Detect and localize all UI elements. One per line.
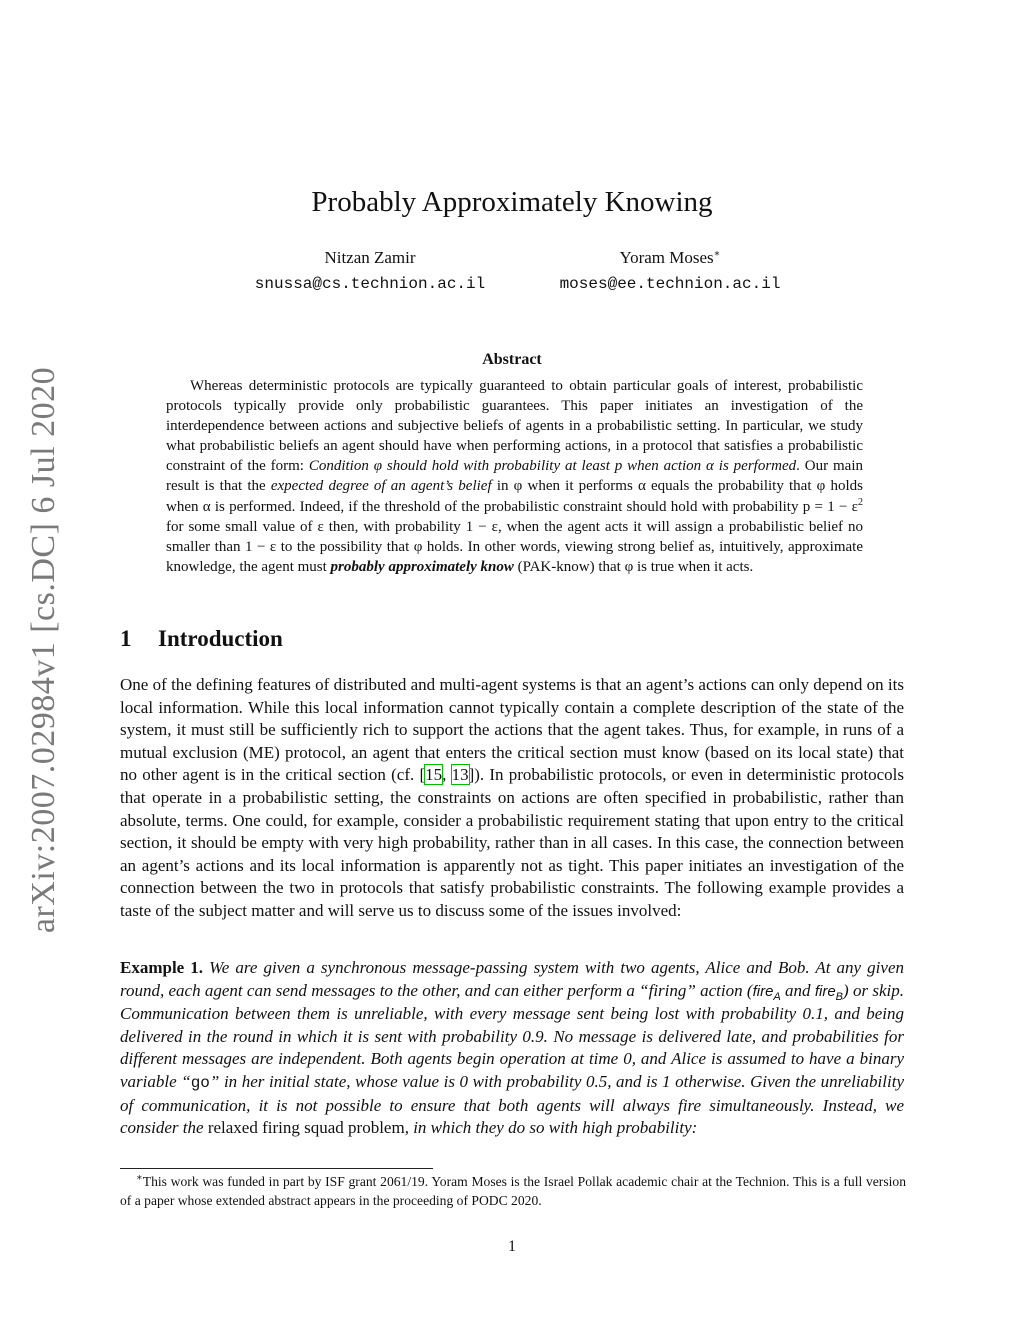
author-email[interactable]: snussa@cs.technion.ac.il: [254, 275, 486, 293]
example-1-paragraph: Example 1. We are given a synchronous message-passing system with two agents, Alice and Bob. At any given round, each agent can send messages to the other, and can either perform a “firing” action (fire$_A$ and fire$_B$) or skip. Communication between them is unreliable, with every message sent being lost with probability 0.1, and being delivered in the round in which it is sent with probability 0.9. No message is delivered late, and probabilities for different messages are independent. Both agents begin operation at time 0, and Alice is assumed to have a binary variable “go” in her initial state, whose value is 0 with probability 0.5, and is 1 otherwise. Given the unreliability of communication, it is not possible to ensure that both agents will always fire simultaneously. Instead, we consider the relaxed firing squad problem, in which they do so with high probability:: [120, 958, 904, 1138]
footnote: ∗This work was funded in part by ISF grant 2061/19. Yoram Moses is the Israel Pollak academic chair at the Technion. This is a full version of a paper whose extended abstract appears in the proceeding of PODC 2020.: [120, 1172, 906, 1208]
author-block-2: [535, 248, 805, 293]
page-number: 1: [508, 1238, 516, 1255]
section-heading-introduction: [120, 626, 283, 652]
paper-title: Probably Approximately Knowing: [311, 186, 713, 218]
author-name: Nitzan Zamir: [324, 248, 416, 267]
author-block-1: [240, 248, 500, 293]
arxiv-identifier-text: arXiv:2007.02984v1 [cs.DC] 6 Jul 2020: [25, 366, 62, 934]
abstract-body: Whereas deterministic protocols are typically guaranteed to obtain particular goals of interest, probabilistic protocols typically provide only probabilistic guarantees. This paper initiates an investigation of the interdependence between actions and subjective beliefs of agents in a probabilistic setting. In particular, we study what probabilistic beliefs an agent should have when performing actions, in a protocol that satisfies a probabilistic constraint of the form: Condition φ should hold with probability at least p when action α is performed. Our main result is that the expected degree of an agent’s belief in φ when it performs α equals the probability that φ holds when α is performed. Indeed, if the threshold of the probabilistic constraint should hold with probability $p = 1 - \varepsilon^2$ for some small value of ε then, with probability 1 − ε, when the agent acts it will assign a probabilistic belief no smaller than 1 − ε to the possibility that φ holds. In other words, viewing strong belief as, intuitively, approximate knowledge, the agent must probably approximately know (PAK-know) that φ is true when it acts.: [166, 378, 864, 575]
arxiv-identifier-stamp: [18, 366, 70, 934]
introduction-paragraph: One of the defining features of distributed and multi-agent systems is that an agent’s actions can only depend on its local information. While this local information cannot typically contain a complete description of the state of the system, it must still be sufficiently rich to support the actions that the agent takes. Thus, for example, in runs of a mutual exclusion (ME) protocol, an agent that enters the critical section must know (based on its local state) that no other agent is in the critical section (cf. [15, 13]). In probabilistic protocols, or even in deterministic protocols that operate in a probabilistic setting, the constraints on actions are often specified in probabilistic, rather than absolute, terms. One could, for example, consider a probabilistic requirement stating that upon entry to the critical section, it should be empty with very high probability, rather than in all cases. In this case, the connection between an agent’s actions and its local information is apparently not as tight. This paper initiates an investigation of the connection between the two in protocols that satisfy probabilistic constraints. The following example provides a taste of the subject matter and will serve us to discuss some of the issues involved:: [120, 675, 905, 920]
citation-link-13[interactable]: 13: [451, 765, 469, 785]
abstract-heading: Abstract: [482, 351, 542, 368]
section-title: Introduction: [158, 626, 283, 651]
footnote-marker[interactable]: ∗: [713, 248, 721, 260]
citation-link-15[interactable]: 15: [425, 765, 443, 785]
footnote-rule: [120, 1168, 433, 1169]
example-label: Example 1.: [120, 958, 204, 977]
author-name: Yoram Moses∗: [619, 248, 721, 267]
author-email[interactable]: moses@ee.technion.ac.il: [559, 275, 781, 293]
section-number: 1: [120, 626, 132, 651]
